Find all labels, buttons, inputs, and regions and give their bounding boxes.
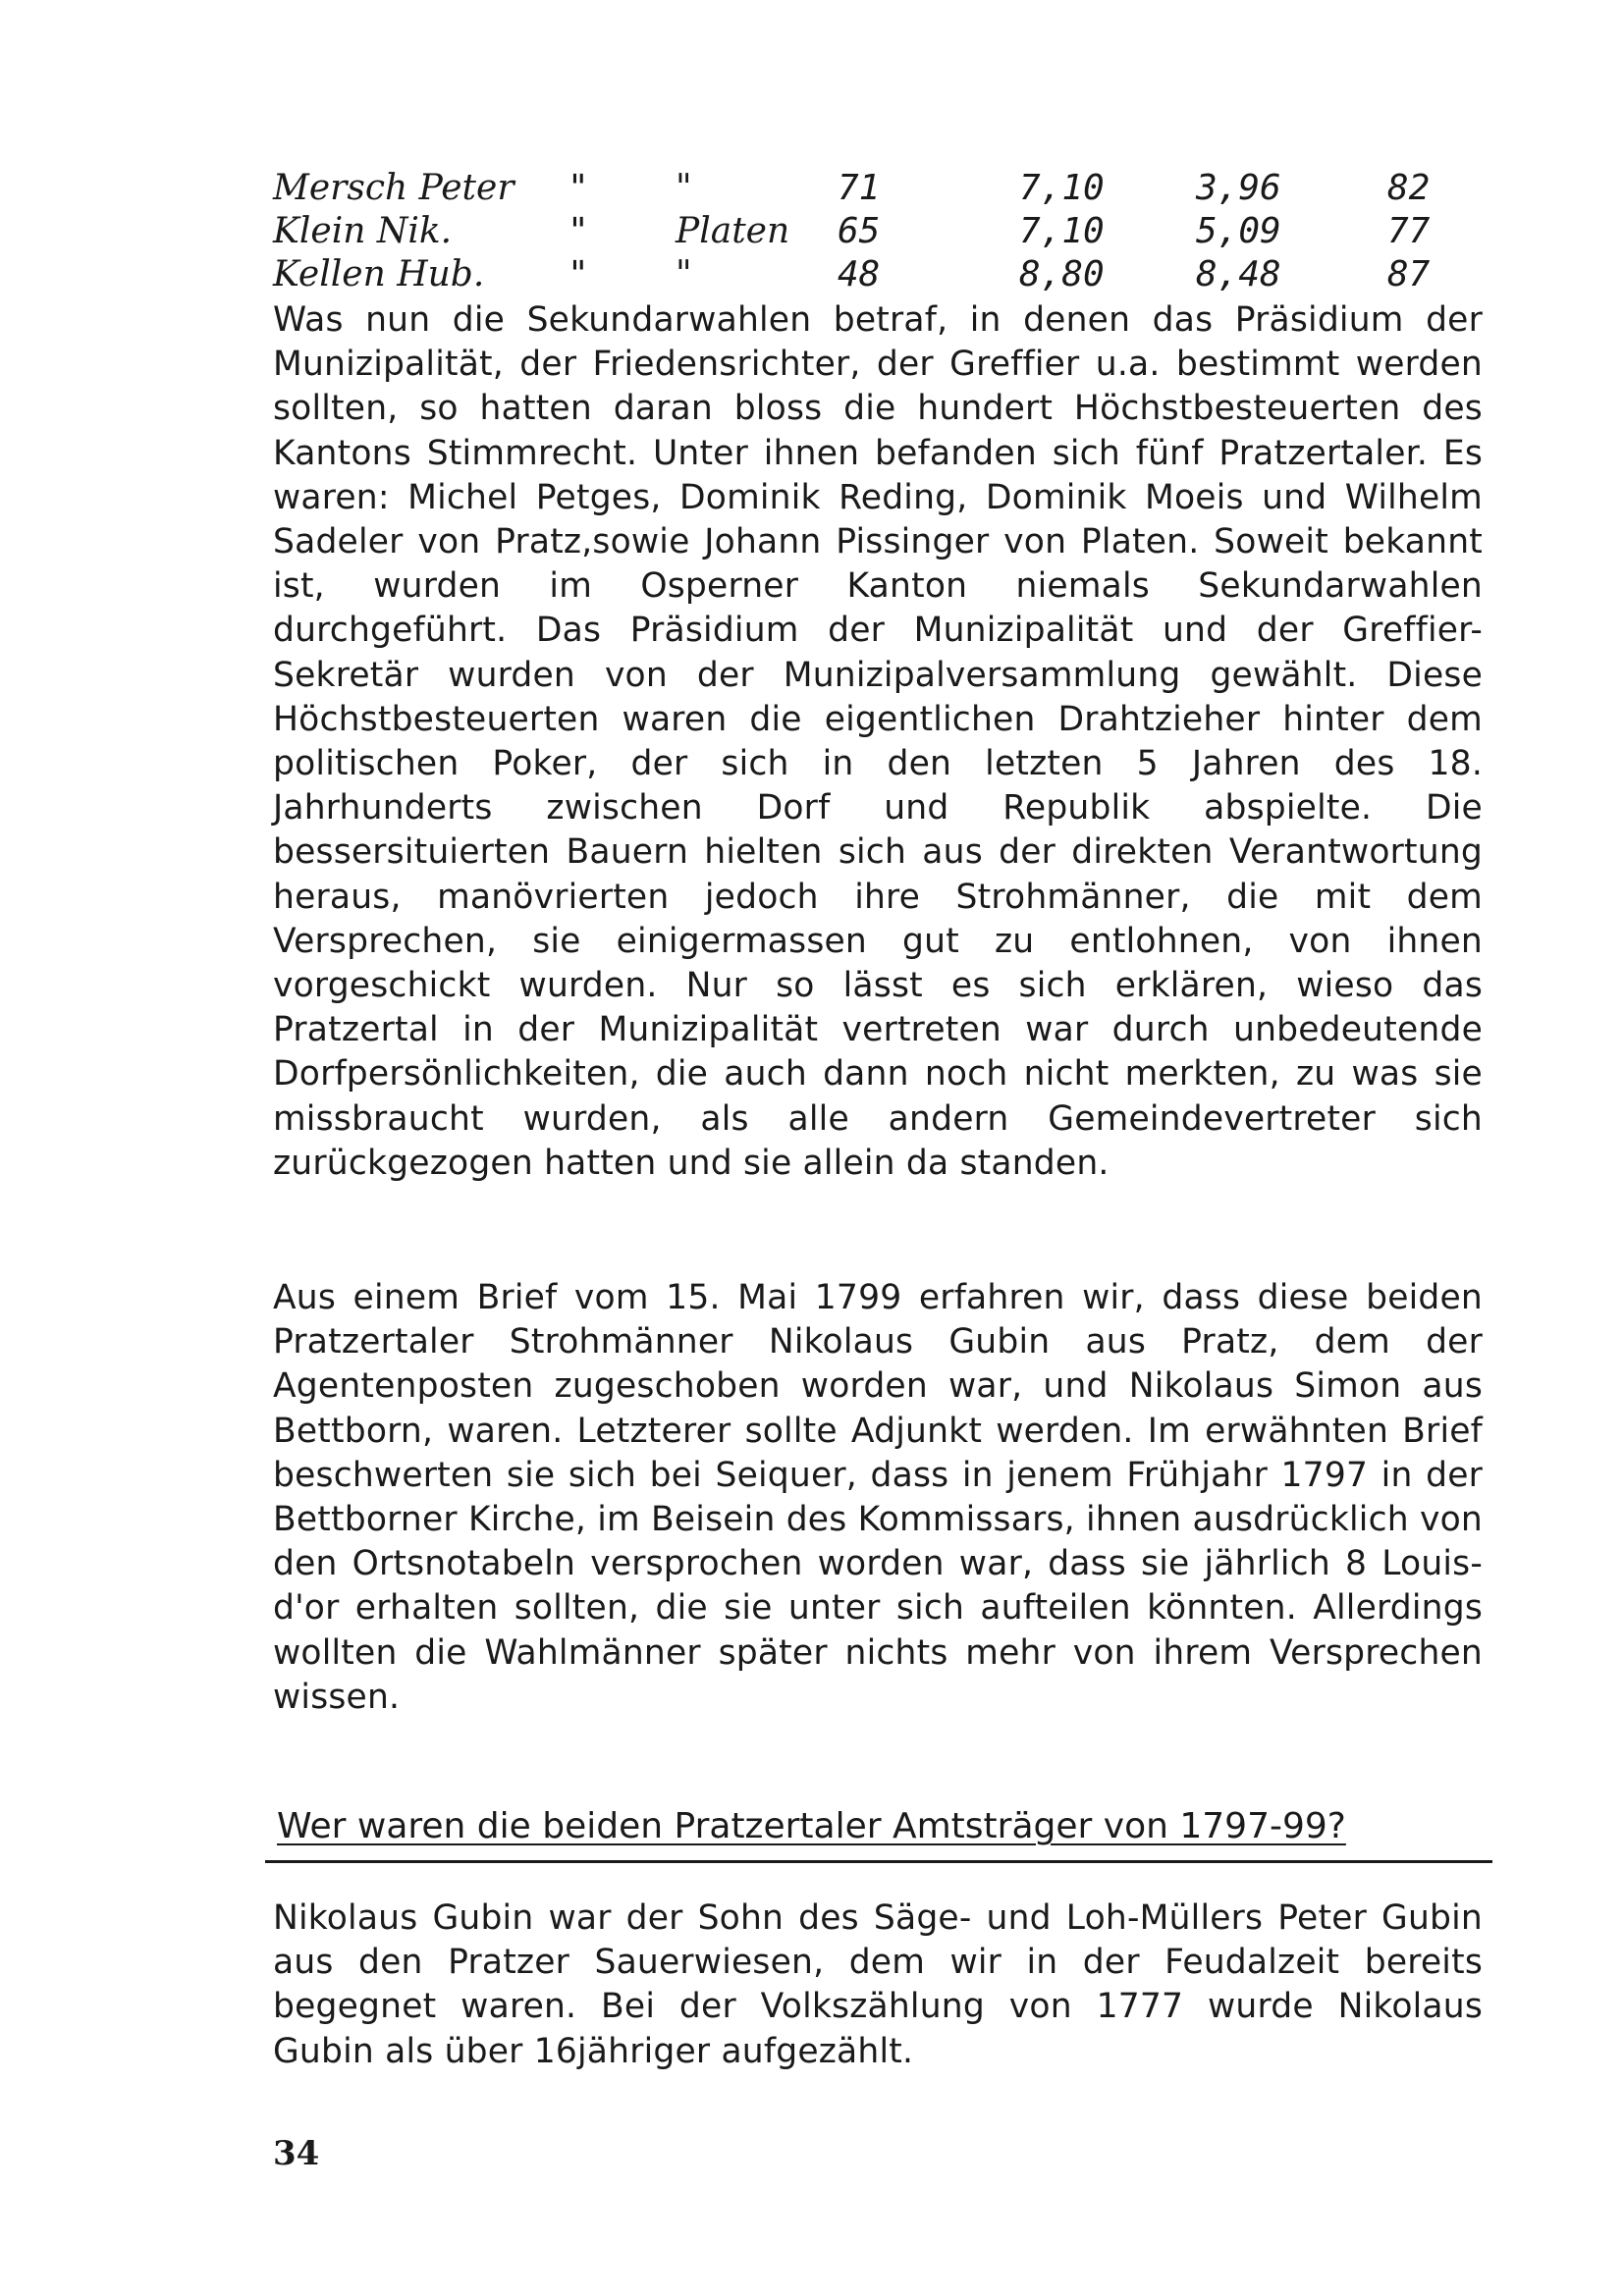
tally-value-4: 77 [1387,211,1431,251]
handwritten-tally-table [273,167,1461,296]
tally-value-1: 48 [838,254,881,294]
paragraph-brief-1799: Aus einem Brief vom 15. Mai 1799 erfahren wir, dass diese beiden Pratzertaler Strohmänner Nikolaus Gubin aus Pratz, dem der Agentenposten zugeschoben worden war, und Nikolaus Simon aus Bettborn, waren. Letzterer sollte Adjunkt werden. Im erwähnten Brief beschwerten sie sich bei Seiquer, dass in jenem Frühjahr 1797 in der Bettborner Kirche, im Beisein des Kommissars, ihnen ausdrücklich von den Ortsnotabeln versprochen worden war, dass sie jährlich 8 Louis-d'or erhalten sollten, die sie unter sich aufteilen könnten. Allerdings wollten die Wahlmänner später nichts mehr von ihrem Versprechen wissen. [273,1278,1483,1717]
tally-row [273,253,1461,296]
heading-divider [265,1860,1492,1863]
paragraph-sekundarwahlen: Was nun die Sekundarwahlen betraf, in denen das Präsidium der Munizipalität, der Friedensrichter, der Greffier u.a. bestimmt werden sollten, so hatten daran bloss die hundert Höchstbesteuerten des Kantons Stimmrecht. Unter ihnen befanden sich fünf Pratzertaler. Es waren: Michel Petges, Dominik Reding, Dominik Moeis und Wilhelm Sadeler von Pratz,sowie Johann Pissinger von Platen. Soweit bekannt ist, wurden im Osperner Kanton niemals Sekundarwahlen durchgeführt. Das Präsidium der Munizipalität und der Greffier-Sekretär wurden von der Munizipalversammlung gewählt. Diese Höchstbesteuerten waren die eigentlichen Drahtzieher hinter dem politischen Poker, der sich in den letzten 5 Jahren des 18. Jahrhunderts zwischen Dorf und Republik abspielte. Die bessersituierten Bauern hielten sich aus der direkten Verantwortung heraus, manövrierten jedoch ihre Strohmänner, die mit dem Versprechen, sie einigermassen gut zu entlohnen, von ihnen vorgeschickt wurden. Nur so lässt es sich erklären, wieso das Pratzertal in der Munizipalität vertreten war durch unbedeutende Dorfpersönlichkeiten, die auch dann noch nicht merkten, zu was sie missbraucht wurden, als alle andern Gemeindevertreter sich zurückgezogen hatten und sie allein da standen. [273,300,1483,1183]
tally-place: " [676,168,692,208]
tally-place: " [676,254,692,294]
tally-row [273,167,1461,210]
tally-row [273,210,1461,253]
tally-name: Klein Nik. [273,211,453,251]
tally-value-3: 8,48 [1196,254,1281,294]
paragraph-nikolaus-gubin: Nikolaus Gubin war der Sohn des Säge- und Loh-Müllers Peter Gubin aus den Pratzer Sauerwiesen, dem wir in der Feudalzeit bereits begegnet waren. Bei der Volkszählung von 1777 wurde Nikolaus Gubin als über 16jähriger aufgezählt. [273,1898,1483,2071]
tally-value-2: 7,10 [1019,168,1105,208]
tally-value-3: 3,96 [1196,168,1281,208]
tally-ditto: " [568,168,589,208]
tally-value-2: 8,80 [1019,254,1105,294]
tally-value-1: 71 [838,168,881,208]
page-number: 34 [273,2134,320,2173]
tally-value-2: 7,10 [1019,211,1105,251]
tally-name: Mersch Peter [273,168,514,208]
section-heading [265,1804,1504,1853]
tally-place: Platen [676,211,790,251]
tally-value-3: 5,09 [1196,211,1281,251]
tally-name: Kellen Hub. [273,254,485,294]
tally-ditto: " [568,211,589,251]
tally-value-4: 82 [1387,168,1431,208]
tally-value-4: 87 [1387,254,1431,294]
tally-ditto: " [568,254,589,294]
section-heading-text: Wer waren die beiden Pratzertaler Amtsträger von 1797-99? [277,1806,1346,1846]
tally-value-1: 65 [838,211,881,251]
